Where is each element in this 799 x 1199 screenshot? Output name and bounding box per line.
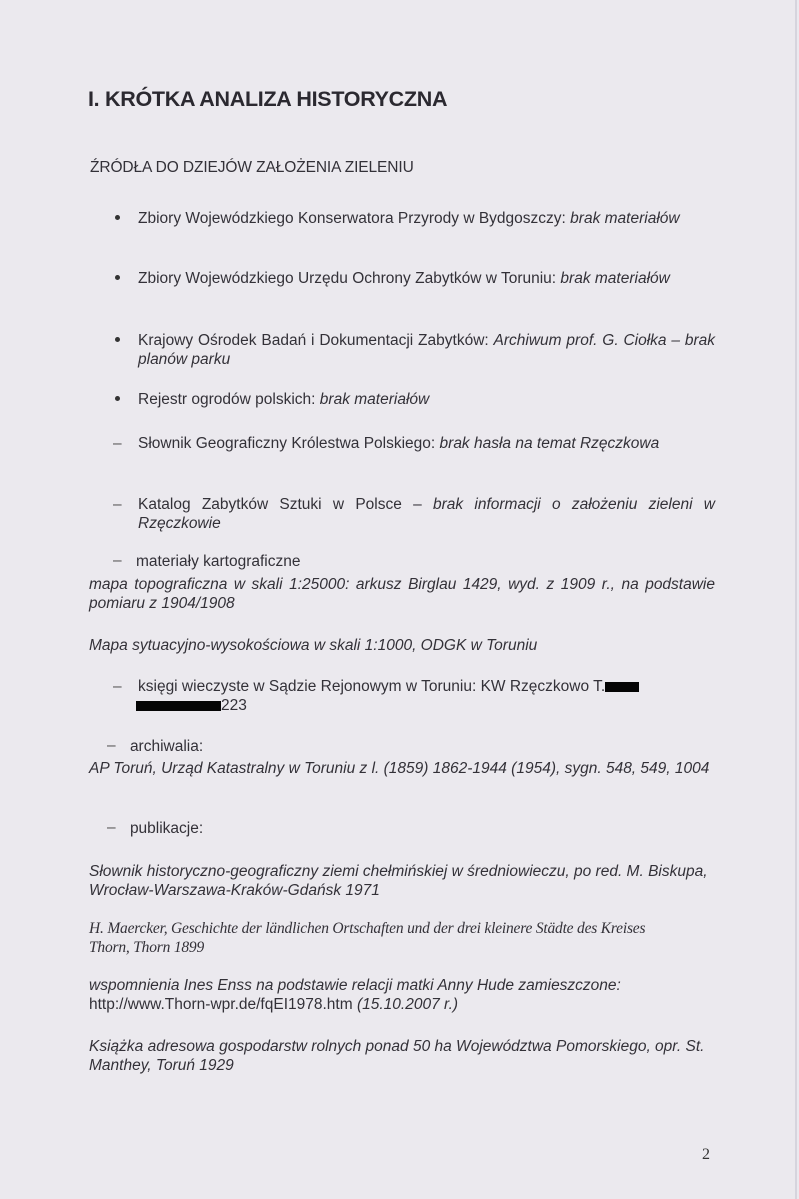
redaction-bar xyxy=(605,682,639,692)
page-number: 2 xyxy=(702,1146,710,1163)
list-item: – Katalog Zabytków Sztuki w Polsce – brak informacji o założeniu zieleni w Rzęczkowie xyxy=(113,496,715,532)
dash-icon: – xyxy=(107,737,116,754)
list-item: – Słownik Geograficzny Królestwa Polskiego: brak hasła na temat Rzęczkowa xyxy=(113,435,660,452)
dash-icon: – xyxy=(113,435,122,452)
publication-entry: wspomnienia Ines Enss na podstawie relacji matki Anny Hude zamieszczone: http://www.Thorn-wpr.de/fqEI1978.htm (15.10.2007 r.) xyxy=(89,977,621,1013)
dash-icon: – xyxy=(113,496,122,513)
archives-entry: AP Toruń, Urząd Katastralny w Toruniu z l. (1859) 1862-1944 (1954), sygn. 548, 549, 1004 xyxy=(89,760,710,777)
dash-icon: – xyxy=(107,819,116,836)
publication-entry: H. Maercker, Geschichte der ländlichen Ortschaften und der drei kleinere Städte des Kreises Thorn, Thorn 1899 xyxy=(89,920,646,956)
archives-label: – archiwalia: xyxy=(107,737,204,755)
list-item: Zbiory Wojewódzkiego Urzędu Ochrony Zabytków w Toruniu: brak materiałów xyxy=(113,269,715,288)
section-subtitle: ŹRÓDŁA DO DZIEJÓW ZAŁOŻENIA ZIELENIU xyxy=(90,159,414,176)
bullet-icon xyxy=(113,269,129,288)
list-item: Krajowy Ośrodek Badań i Dokumentacji Zabytków: Archiwum prof. G. Ciołka – brak planów parku xyxy=(113,331,715,369)
bullet-icon xyxy=(113,331,129,350)
list-item: Zbiory Wojewódzkiego Konserwatora Przyrody w Bydgoszczy: brak materiałów xyxy=(113,209,715,228)
bullet-icon xyxy=(113,390,129,409)
dash-icon: – xyxy=(113,678,122,695)
publication-entry: Książka adresowa gospodarstw rolnych ponad 50 ha Województwa Pomorskiego, opr. St. Manthey, Toruń 1929 xyxy=(89,1038,705,1074)
cartography-entry: Mapa sytuacyjno-wysokościowa w skali 1:1000, ODGK w Toruniu xyxy=(89,637,538,654)
publications-label: – publikacje: xyxy=(107,819,204,837)
redaction-bar xyxy=(136,701,221,711)
cartography-label: – materiały kartograficzne xyxy=(113,552,301,570)
web-link[interactable]: http://www.Thorn-wpr.de/fqEI1978.htm xyxy=(89,996,353,1013)
publication-entry: Słownik historyczno-geograficzny ziemi chełmińskiej w średniowieczu, po red. M. Biskupa, Wrocław-Warszawa-Kraków-Gdańsk 1971 xyxy=(89,863,708,899)
cartography-entry: mapa topograficzna w skali 1:25000: arkusz Birglau 1429, wyd. z 1909 r., na podstawie pomiaru z 1904/1908 xyxy=(89,576,715,612)
page-title: I. KRÓTKA ANALIZA HISTORYCZNA xyxy=(88,87,448,111)
bullet-icon xyxy=(113,209,129,228)
dash-icon: – xyxy=(113,552,122,569)
list-item: Rejestr ogrodów polskich: brak materiałów xyxy=(113,390,715,409)
land-registry-item: – księgi wieczyste w Sądzie Rejonowym w Toruniu: KW Rzęczkowo T. 223 xyxy=(113,677,715,715)
